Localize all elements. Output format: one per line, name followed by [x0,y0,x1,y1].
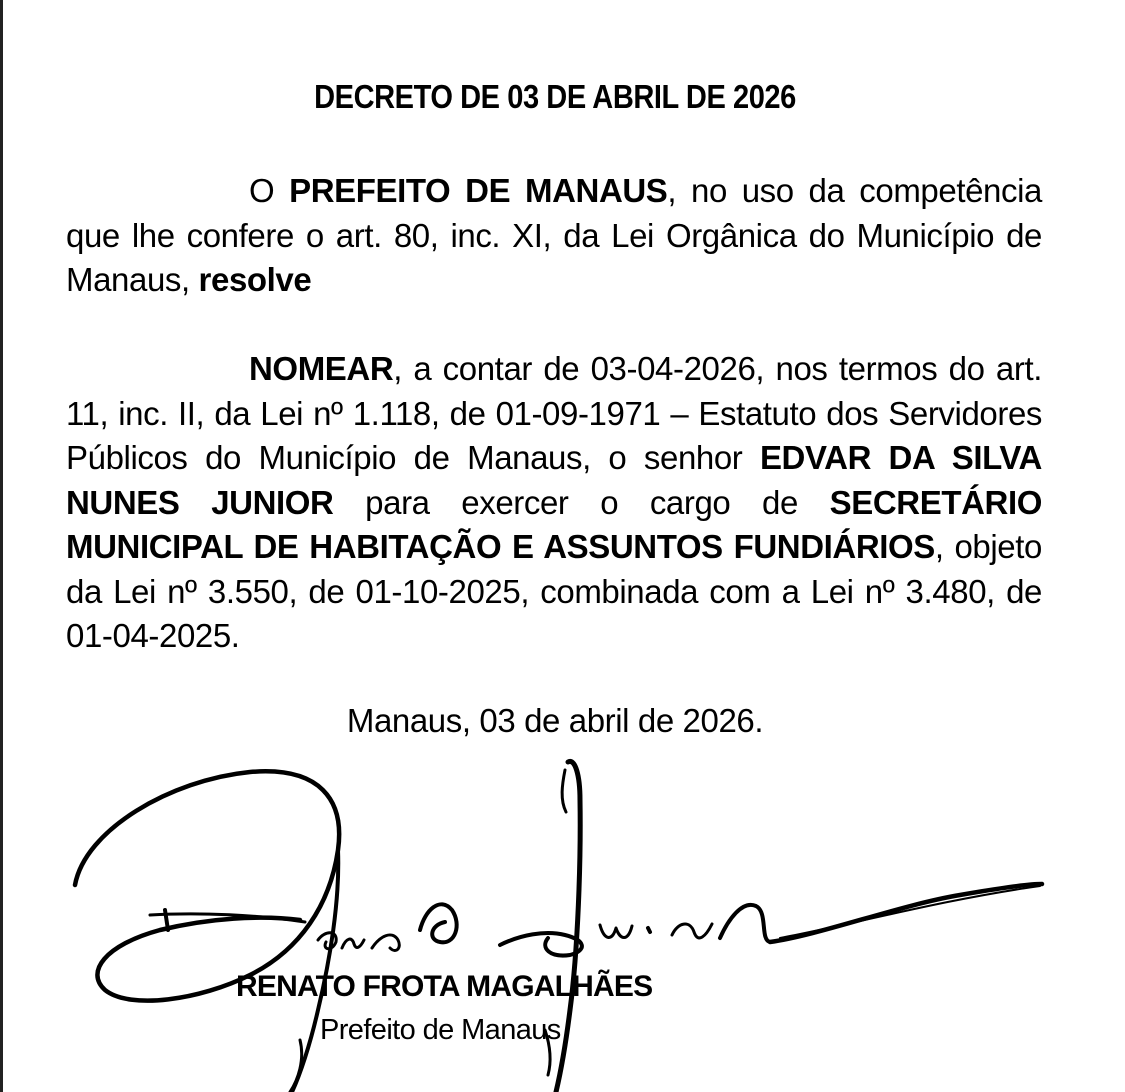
page-left-border [0,0,3,1092]
preamble-paragraph [66,169,1042,303]
decree-title: DECRETO DE 03 DE ABRIL DE 2026 [314,78,796,115]
nomear-word: NOMEAR [249,350,394,387]
appointment-text-3: , objeto da Lei nº 3.550, de 01-10-2025, combinada com a Lei nº 3.480, de 01-04-2025. [66,528,1042,654]
mayor-title: PREFEITO DE MANAUS [289,172,668,209]
position-title: SECRETÁRIO MUNICIPAL DE HABITAÇÃO E ASSUNTOS FUNDIÁRIOS [66,483,1042,565]
preamble-text-2: , no uso da competência que lhe confere o art. 80, inc. XI, da Lei Orgânica do Município de Manaus, [66,172,1042,298]
resolve-word: resolve [198,261,312,298]
preamble-text-1: O [249,172,290,209]
signer-role: Prefeito de Manaus [320,1014,561,1046]
appointment-text-1: , a contar de 03-04-2026, nos termos do art. 11, inc. II, da Lei nº 1.118, de 01-09-1971 – Estatuto dos Servidores Públicos do Município de Manaus, o senhor [66,350,1042,476]
signer-name: RENATO FROTA MAGALHÃES [236,970,653,1003]
appointment-paragraph [66,347,1042,659]
appointment-text-2: para exercer o cargo de [333,483,830,521]
place-and-date: Manaus, 03 de abril de 2026. [346,702,764,739]
appointee-name: EDVAR DA SILVA NUNES JUNIOR [66,439,1042,521]
